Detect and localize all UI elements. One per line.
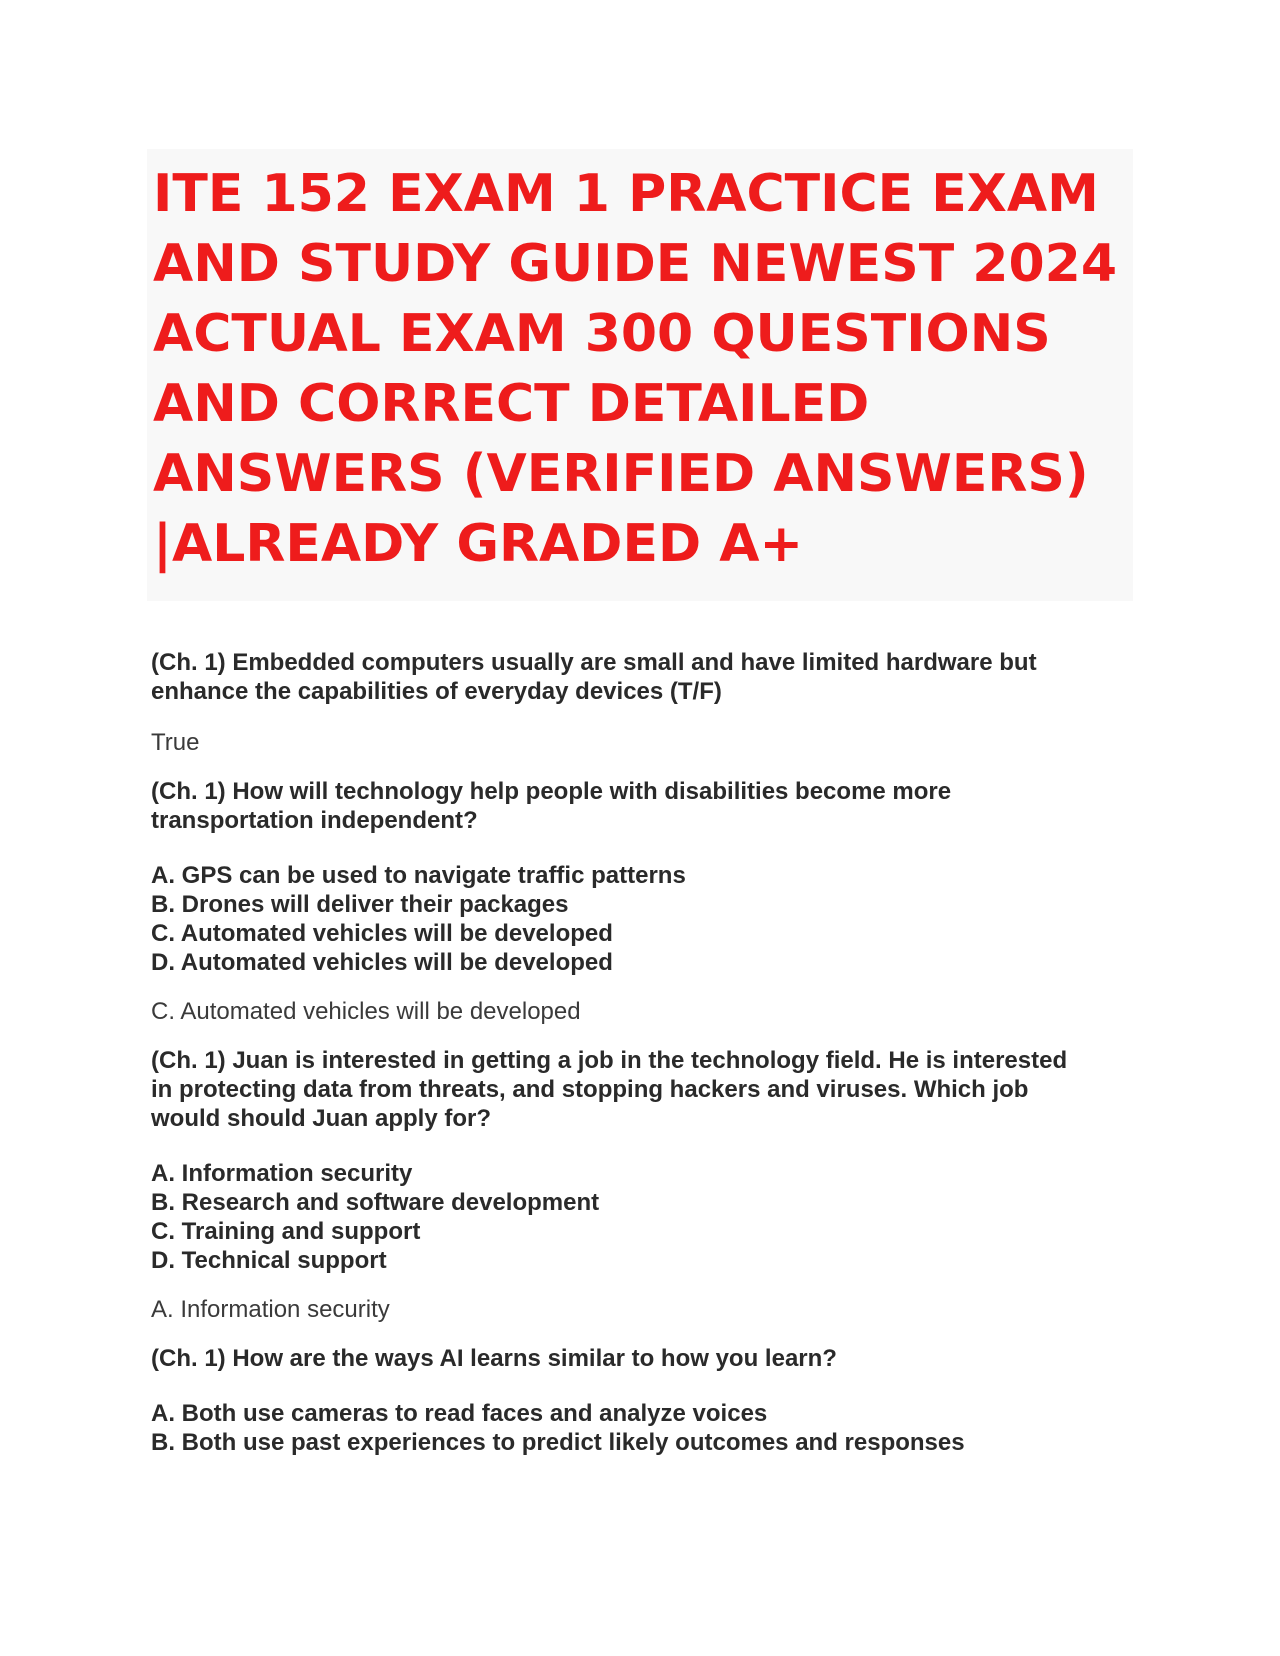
question-line: (Ch. 1) Embedded computers usually are small and have limited hardware but xyxy=(151,649,1037,676)
question-line: would should Juan apply for? xyxy=(151,1105,491,1132)
answer-options xyxy=(151,1159,1131,1275)
question-block-1 xyxy=(151,648,1131,757)
answer-options xyxy=(151,861,1131,977)
question-line: (Ch. 1) Juan is interested in getting a job in the technology field. He is interested xyxy=(151,1047,1068,1074)
question-block-4 xyxy=(151,1344,1131,1457)
option-item: D. Technical support xyxy=(151,1247,387,1274)
question-line: in protecting data from threats, and stopping hackers and viruses. Which job xyxy=(151,1076,1029,1103)
title-line: ITE 152 EXAM 1 PRACTICE EXAM xyxy=(153,164,1099,224)
question-line: (Ch. 1) How will technology help people with disabilities become more xyxy=(151,778,952,805)
question-text xyxy=(151,777,1131,835)
answer-text: C. Automated vehicles will be developed xyxy=(151,998,581,1025)
question-text xyxy=(151,648,1131,706)
option-item: B. Research and software development xyxy=(151,1189,600,1216)
question-block-3 xyxy=(151,1046,1131,1324)
option-item: A. Information security xyxy=(151,1160,413,1187)
question-line: transportation independent? xyxy=(151,807,478,834)
document-title xyxy=(153,159,1127,579)
answer-text: A. Information security xyxy=(151,1296,390,1323)
question-block-2 xyxy=(151,777,1131,1026)
answer-options xyxy=(151,1399,1131,1457)
title-line: ACTUAL EXAM 300 QUESTIONS xyxy=(153,304,1051,364)
question-text xyxy=(151,1046,1131,1133)
option-item: D. Automated vehicles will be developed xyxy=(151,949,613,976)
option-item: A. Both use cameras to read faces and analyze voices xyxy=(151,1400,768,1427)
title-box xyxy=(147,149,1133,601)
question-line: enhance the capabilities of everyday devices (T/F) xyxy=(151,678,722,705)
option-item: C. Training and support xyxy=(151,1218,421,1245)
title-line: AND STUDY GUIDE NEWEST 2024 xyxy=(153,234,1118,294)
title-line: |ALREADY GRADED A+ xyxy=(153,514,804,574)
question-line: (Ch. 1) How are the ways AI learns similar to how you learn? xyxy=(151,1345,837,1372)
title-line: ANSWERS (VERIFIED ANSWERS) xyxy=(153,444,1089,504)
option-item: B. Drones will deliver their packages xyxy=(151,891,569,918)
option-item: A. GPS can be used to navigate traffic patterns xyxy=(151,862,686,889)
answer-text: True xyxy=(151,729,200,756)
option-item: C. Automated vehicles will be developed xyxy=(151,920,613,947)
question-text xyxy=(151,1344,1131,1373)
question-list xyxy=(151,648,1131,1457)
option-item: B. Both use past experiences to predict likely outcomes and responses xyxy=(151,1429,965,1456)
title-line: AND CORRECT DETAILED xyxy=(153,374,870,434)
